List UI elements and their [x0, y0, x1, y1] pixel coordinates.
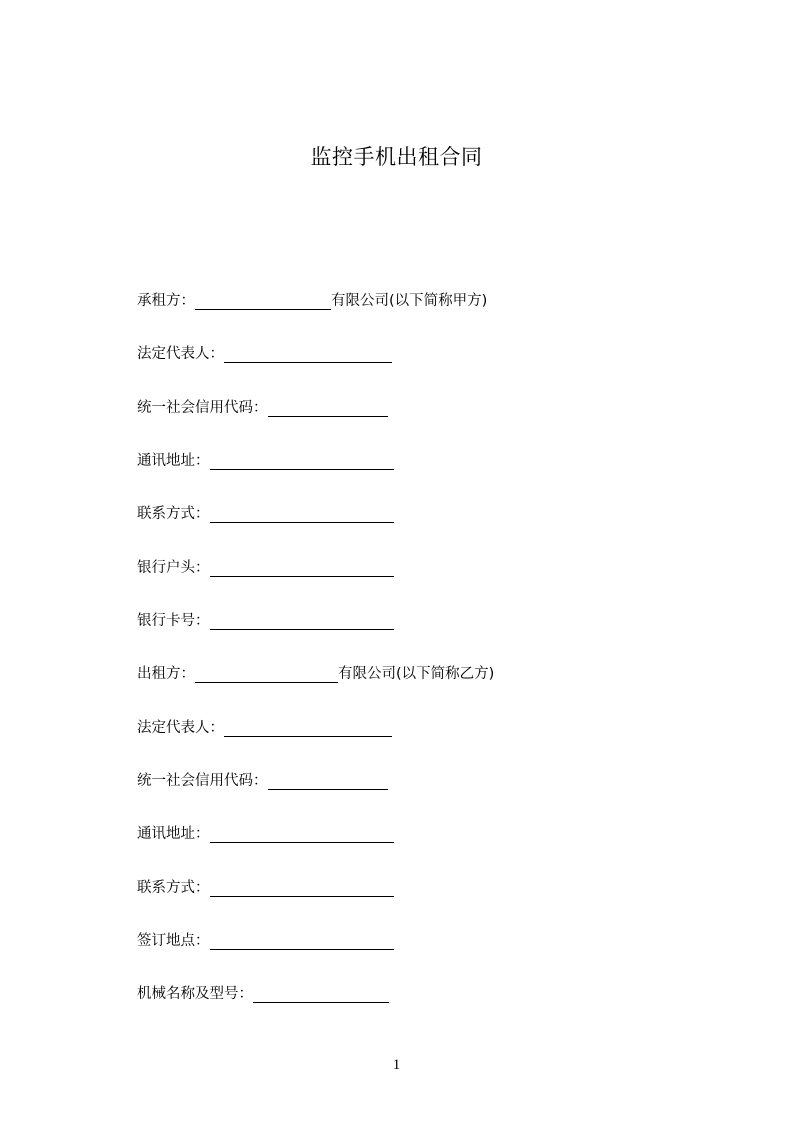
signing-place-label: 签订地点：	[137, 933, 210, 949]
lessee-contact-field	[137, 503, 394, 525]
lessee-bank-account-label: 银行户头：	[137, 560, 210, 576]
lessee-bank-account-blank[interactable]	[210, 557, 394, 577]
page-number: 1	[392, 1057, 401, 1073]
lessor-contact-label: 联系方式：	[137, 880, 210, 896]
lessee-credit-code-field	[137, 397, 388, 419]
lessee-contact-label: 联系方式：	[137, 506, 210, 522]
lessor-legal-rep-blank[interactable]	[224, 717, 392, 737]
lessee-legal-rep-blank[interactable]	[224, 343, 392, 363]
lessee-address-field	[137, 450, 394, 472]
machine-model-blank[interactable]	[253, 983, 389, 1003]
machine-model-field	[137, 983, 389, 1005]
lessor-party-blank[interactable]	[195, 663, 338, 683]
lessee-bank-card-label: 银行卡号：	[137, 613, 210, 629]
lessor-party-field	[137, 663, 494, 685]
signing-place-blank[interactable]	[210, 930, 394, 950]
lessee-bank-account-field	[137, 557, 394, 579]
lessee-credit-code-blank[interactable]	[268, 397, 388, 417]
lessor-legal-rep-label: 法定代表人：	[137, 720, 224, 736]
lessor-party-label: 出租方：	[137, 666, 195, 682]
lessor-party-suffix: 有限公司(以下简称乙方)	[338, 666, 495, 682]
lessor-contact-blank[interactable]	[210, 877, 394, 897]
lessee-party-suffix: 有限公司(以下简称甲方)	[331, 293, 488, 309]
lessee-credit-code-label: 统一社会信用代码：	[137, 400, 268, 416]
lessor-legal-rep-field	[137, 717, 392, 739]
lessee-legal-rep-field	[137, 343, 392, 365]
machine-model-label: 机械名称及型号：	[137, 986, 253, 1002]
lessee-party-label: 承租方：	[137, 293, 195, 309]
lessee-party-field	[137, 290, 487, 312]
lessor-address-field	[137, 823, 394, 845]
lessor-contact-field	[137, 877, 394, 899]
lessee-bank-card-field	[137, 610, 394, 632]
document-title: 监控手机出租合同	[310, 145, 483, 169]
lessor-credit-code-label: 统一社会信用代码：	[137, 773, 268, 789]
lessor-address-blank[interactable]	[210, 823, 394, 843]
lessee-contact-blank[interactable]	[210, 503, 394, 523]
lessee-address-blank[interactable]	[210, 450, 394, 470]
lessee-bank-card-blank[interactable]	[210, 610, 394, 630]
lessor-credit-code-blank[interactable]	[268, 770, 388, 790]
lessee-address-label: 通讯地址：	[137, 453, 210, 469]
lessor-address-label: 通讯地址：	[137, 826, 210, 842]
lessee-party-blank[interactable]	[195, 290, 331, 310]
signing-place-field	[137, 930, 394, 952]
lessee-legal-rep-label: 法定代表人：	[137, 346, 224, 362]
lessor-credit-code-field	[137, 770, 388, 792]
